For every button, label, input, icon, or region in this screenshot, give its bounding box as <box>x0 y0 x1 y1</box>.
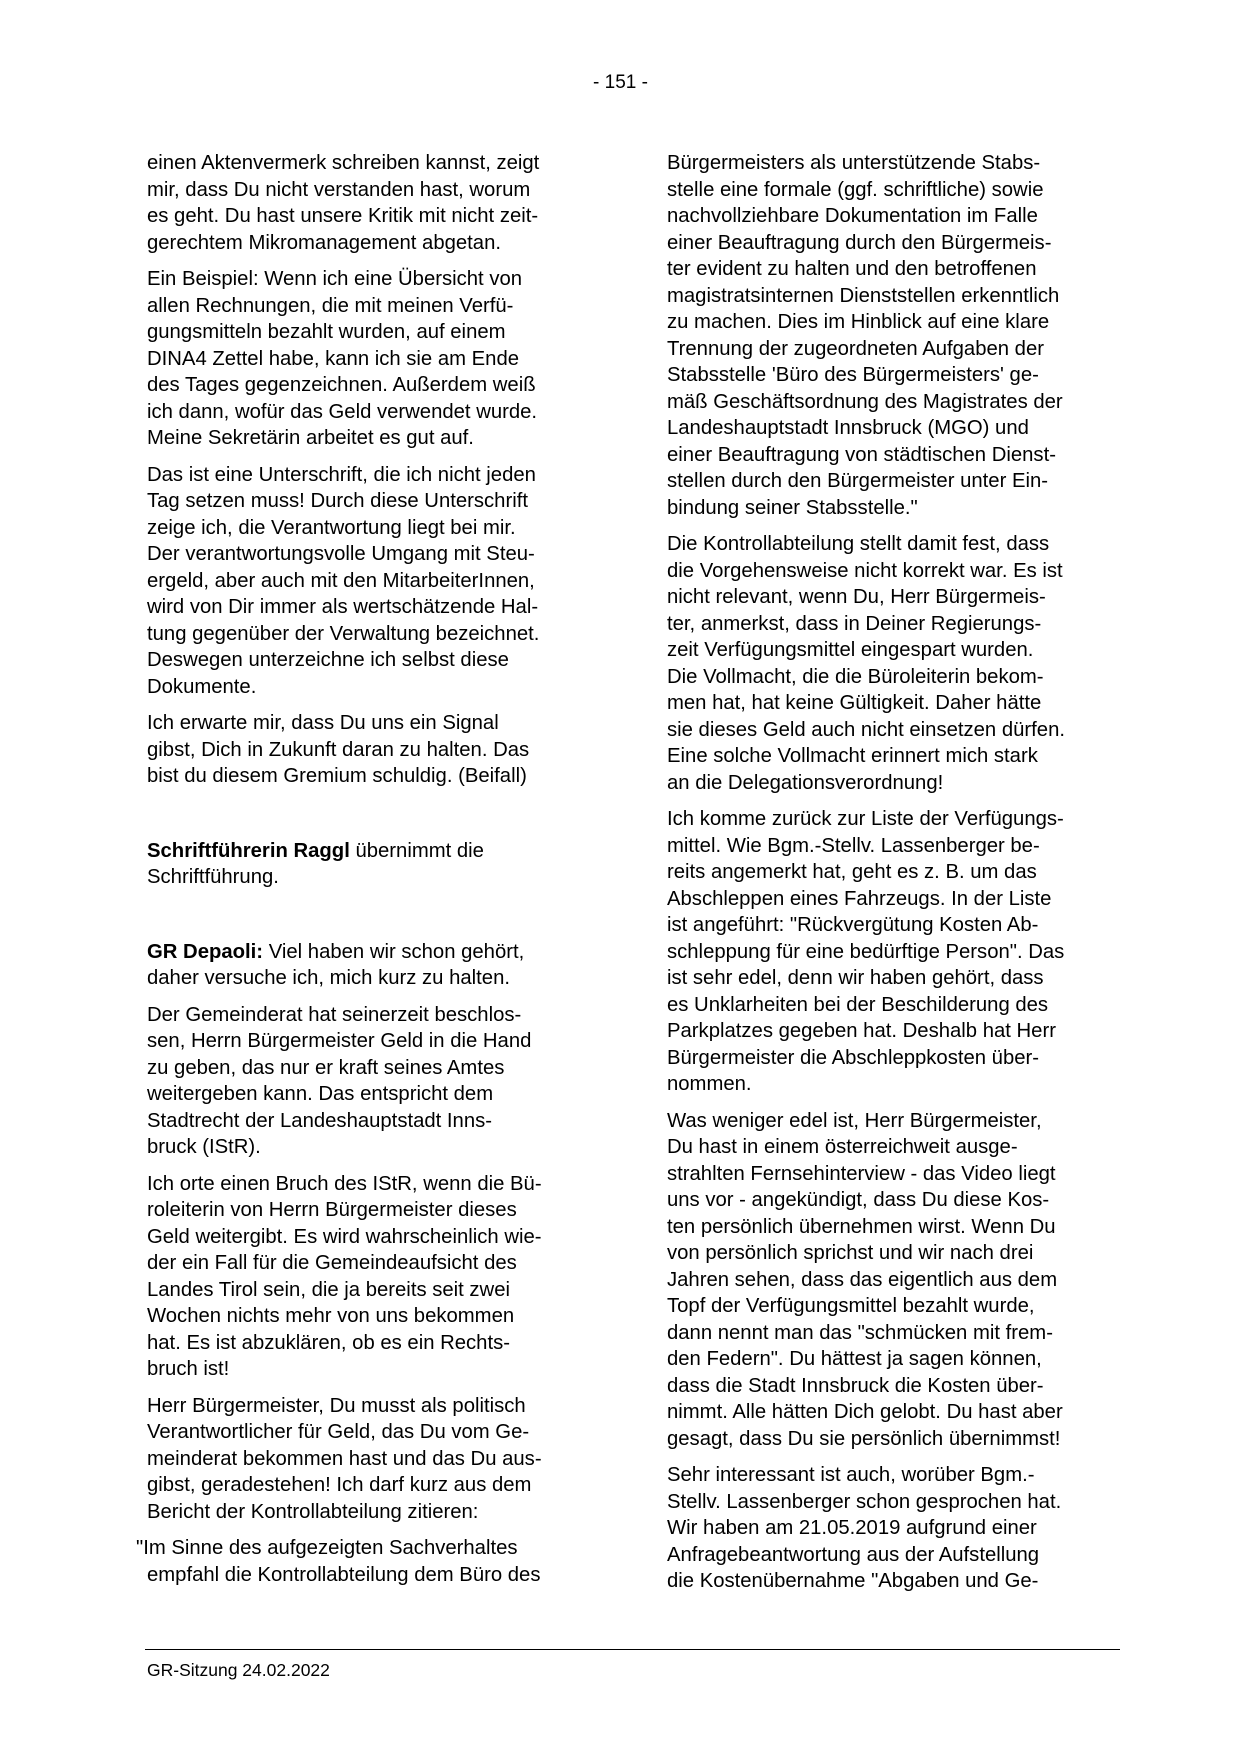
page-number: - 151 - <box>593 72 648 93</box>
paragraph: Ich erwarte mir, dass Du uns ein Signal gibst, Dich in Zukunft daran zu halten. Das bist du diesem Gremium schuldig. (Beifall) <box>147 712 530 787</box>
paragraph: Sehr interessant ist auch, worüber Bgm.- Stellv. Lassenberger schon gesprochen hat. Wir haben am 21.05.2019 aufgrund einer Anfragebeantwortung aus der Aufstellung die Kostenübernahme "Abgaben und Ge- <box>667 1464 1062 1592</box>
paragraph: Was weniger edel ist, Herr Bürgermeister, Du hast in einem österreichweit ausge- strahlten Fernsehinterview - das Video liegt uns vor - angekündigt, dass Du diese Kos- ten persönlich übernehmen wirst. Wenn Du von persönlich sprichst und wir nach drei Jahren sehen, dass das eigentlich aus dem Topf der Verfügungsmittel bezahlt wurde, dann nennt man das "schmücken mit frem- den Federn". Du hättest ja sagen können, dass die Stadt Innsbruck die Kosten über- nimmt. Alle hätten Dich gelobt. Du hast aber gesagt, dass Du sie persönlich übernimmst! <box>667 1109 1063 1450</box>
speaker-name: GR Depaoli: <box>147 940 264 963</box>
paragraph: Der Gemeinderat hat seinerzeit beschlos- sen, Herrn Bürgermeister Geld in die Hand zu geben, das nur er kraft seines Amtes weitergeben kann. Das entspricht dem Stadtrecht der Landeshauptstadt Inns- bruck (IStR). <box>147 1003 532 1158</box>
quote-start: "Im Sinne des aufgezeigten Sachverhaltes empfahl die Kontrollabteilung dem Büro des <box>136 1537 541 1586</box>
paragraph: Ich komme zurück zur Liste der Verfügungs- mittel. Wie Bgm.-Stellv. Lassenberger be- reits angemerkt hat, geht es z. B. um das Abschleppen eines Fahrzeugs. In der Liste ist angeführt: "Rückvergütung Kosten Ab- schleppung für eine bedürftige Person". Das ist sehr edel, denn wir haben gehört, dass es Unklarheiten bei der Beschilderung des Parkplatzes gegeben hat. Deshalb hat Herr Bürgermeister die Abschleppkosten über- nommen. <box>667 808 1065 1095</box>
speaker-depaoli-intro: GR Depaoli: Viel haben wir schon gehört, daher versuche ich, mich kurz zu halten. <box>147 940 525 989</box>
speaker-note-raggl: Schriftführerin Raggl übernimmt die Schriftführung. <box>147 839 484 888</box>
left-column <box>136 150 587 1598</box>
footer-session-date: GR-Sitzung 24.02.2022 <box>147 1660 330 1680</box>
speaker-name: Schriftführerin Raggl <box>147 839 350 862</box>
paragraph: Die Kontrollabteilung stellt damit fest, dass die Vorgehensweise nicht korrekt war. Es ist nicht relevant, wenn Du, Herr Bürgermeis- ter, anmerkst, dass in Deiner Regierungs- zeit Verfügungsmittel eingespart wurden. Die Vollmacht, die die Büroleiterin bekom- men hat, hat keine Gültigkeit. Daher hätte sie dieses Geld auch nicht einsetzen dürfen. Eine solche Vollmacht erinnert mich stark an die Delegationsverordnung! <box>667 533 1065 794</box>
paragraph: einen Aktenvermerk schreiben kannst, zeigt mir, dass Du nicht verstanden hast, worum es geht. Du hast unsere Kritik mit nicht zeit- gerechtem Mikromanagement abgetan. <box>147 152 540 254</box>
paragraph: Ein Beispiel: Wenn ich eine Übersicht von allen Rechnungen, die mit meinen Verfü- gungsmitteln bezahlt wurden, auf einem DINA4 Zettel habe, kann ich sie am Ende des Tages gegenzeichnen. Außerdem weiß ich dann, wofür das Geld verwendet wurde. Meine Sekretärin arbeitet es gut auf. <box>147 268 538 449</box>
footer-divider <box>145 1649 1120 1650</box>
paragraph: Das ist eine Unterschrift, die ich nicht jeden Tag setzen muss! Durch diese Unterschrift zeige ich, die Verantwortung liegt bei mir. Der verantwortungsvolle Umgang mit Steu- ergeld, aber auch mit den MitarbeiterInnen, wird von Dir immer als wertschätzende Hal- tung gegenüber der Verwaltung bezeichnet. Deswegen unterzeichne ich selbst diese Dokumente. <box>147 463 540 698</box>
paragraph: Herr Bürgermeister, Du musst als politisch Verantwortlicher für Geld, das Du vom Ge- meinderat bekommen hast und das Du aus- gibst, geradestehen! Ich darf kurz aus dem Bericht der Kontrollabteilung zitieren: <box>147 1394 542 1523</box>
right-column <box>667 150 1107 1605</box>
quote-continuation: Bürgermeisters als unterstützende Stabs- stelle eine formale (ggf. schriftliche) sowie nachvollziehbare Dokumentation im Falle einer Beauftragung durch den Bürgermeis- ter evident zu halten und den betroffenen magistratsinternen Dienststellen erkenntlich zu machen. Dies im Hinblick auf eine klare Trennung der zugeordneten Aufgaben der Stabsstelle 'Büro des Bürgermeisters' ge- mäß Geschäftsordnung des Magistrates der Landeshauptstadt Innsbruck (MGO) und einer Beauftragung von städtischen Dienst- stellen durch den Bürgermeister unter Ein- bindung seiner Stabsstelle." <box>667 152 1063 519</box>
paragraph: Ich orte einen Bruch des IStR, wenn die Bü- roleiterin von Herrn Bürgermeister dieses Geld weitergibt. Es wird wahrscheinlich wie- der ein Fall für die Gemeindeaufsicht des Landes Tirol sein, die ja bereits seit zwei Wochen nichts mehr von uns bekommen hat. Es ist abzuklären, ob es ein Rechts- bruch ist! <box>147 1172 542 1380</box>
